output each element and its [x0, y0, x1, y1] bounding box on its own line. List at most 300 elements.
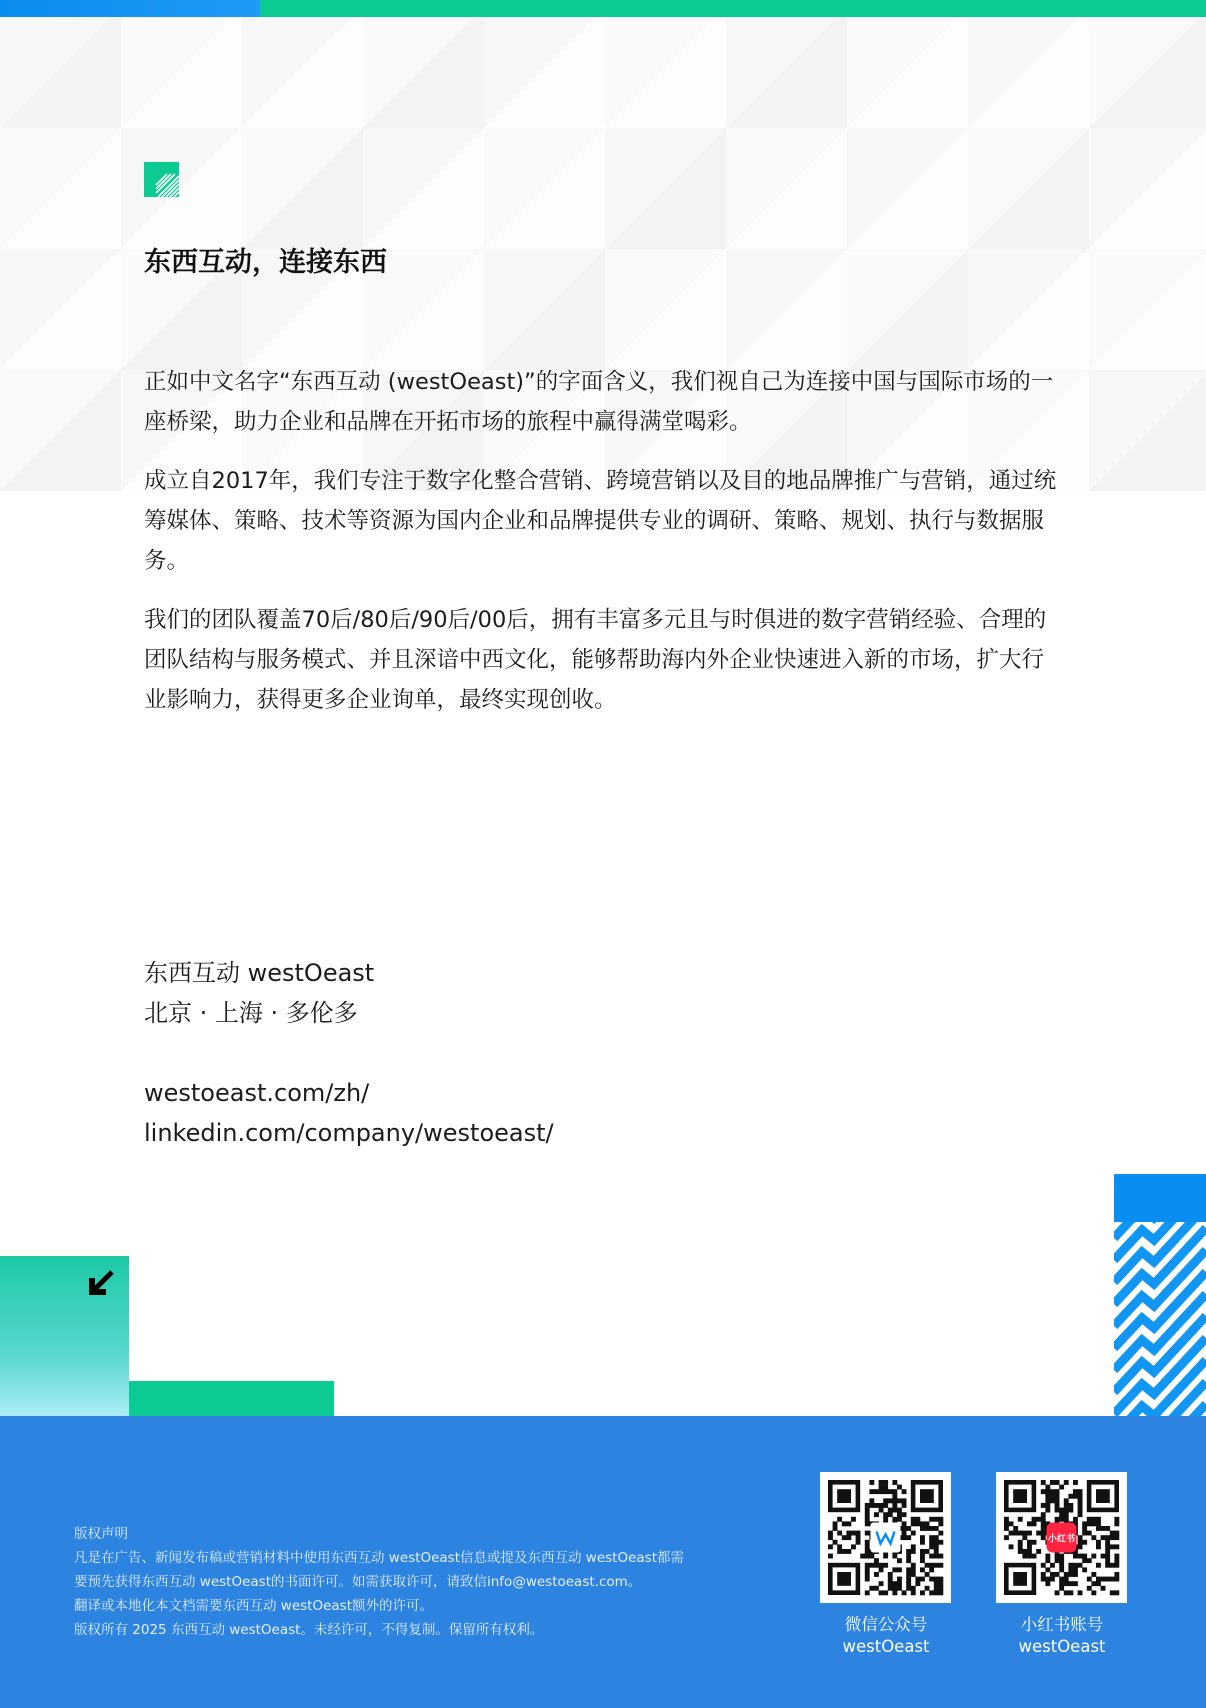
qr-module	[1105, 1526, 1110, 1531]
qr-module	[874, 1489, 879, 1494]
qr-module	[906, 1526, 911, 1531]
qr-module	[1064, 1512, 1069, 1517]
qr-module	[1041, 1517, 1046, 1522]
qr-module	[920, 1535, 925, 1540]
qr-module	[833, 1521, 838, 1526]
qr-module	[869, 1503, 874, 1508]
qr-module	[1114, 1554, 1119, 1559]
qr-module	[906, 1567, 911, 1572]
qr-module	[879, 1485, 884, 1490]
qr-module	[888, 1489, 893, 1494]
qr-module	[883, 1563, 888, 1568]
qr-module	[1045, 1508, 1050, 1513]
qr-module	[897, 1558, 902, 1563]
linkedin-link[interactable]: linkedin.com/company/westoeast/	[144, 1119, 554, 1147]
qr-module	[1045, 1567, 1050, 1572]
qr-module	[1013, 1531, 1018, 1536]
qr-module	[906, 1549, 911, 1554]
qr-module	[1013, 1526, 1018, 1531]
qr-module	[1050, 1494, 1055, 1499]
qr-module	[1041, 1521, 1046, 1526]
qr-module	[1041, 1489, 1046, 1494]
qr-module	[1114, 1544, 1119, 1549]
qr-label: 微信公众号	[844, 1615, 928, 1634]
qr-module	[1055, 1558, 1060, 1563]
qr-module	[1073, 1489, 1078, 1494]
qr-module	[1064, 1517, 1069, 1522]
qr-module	[1105, 1549, 1110, 1554]
qr-module	[869, 1563, 874, 1568]
qr-module	[920, 1521, 925, 1526]
qr-module	[1055, 1480, 1060, 1485]
qr-module	[865, 1554, 870, 1559]
qr-module	[828, 1554, 833, 1559]
qr-module	[837, 1531, 842, 1536]
qr-module	[1059, 1581, 1064, 1586]
qr-module	[911, 1544, 916, 1549]
qr-module	[892, 1590, 897, 1595]
qr-module	[925, 1586, 930, 1591]
qr-module	[897, 1508, 902, 1513]
qr-module	[934, 1544, 939, 1549]
qr-module	[1105, 1558, 1110, 1563]
qr-module	[888, 1577, 893, 1582]
qr-module	[1068, 1590, 1073, 1595]
qr-module	[911, 1549, 916, 1554]
qr-module	[883, 1517, 888, 1522]
qr-module	[1096, 1540, 1101, 1545]
qr-module	[1055, 1508, 1060, 1513]
qr-module	[1059, 1554, 1064, 1559]
qr-module	[1004, 1535, 1009, 1540]
qr-module	[1082, 1558, 1087, 1563]
qr-module	[1041, 1480, 1046, 1485]
qr-module	[1082, 1567, 1087, 1572]
qr-module	[1055, 1489, 1060, 1494]
qr-module	[1050, 1577, 1055, 1582]
qr-module	[1091, 1572, 1096, 1577]
qr-module	[915, 1517, 920, 1522]
qr-module	[915, 1581, 920, 1586]
qr-module	[1032, 1521, 1037, 1526]
qr-module	[865, 1521, 870, 1526]
qr-module	[883, 1590, 888, 1595]
qr-module	[902, 1498, 907, 1503]
brand-mark-icon	[144, 162, 179, 197]
qr-module	[938, 1586, 943, 1591]
qr-module	[888, 1586, 893, 1591]
arrow-down-left-icon	[86, 1268, 116, 1298]
qr-module	[1045, 1498, 1050, 1503]
qr-module	[902, 1489, 907, 1494]
qr-module	[892, 1586, 897, 1591]
qr-module	[1091, 1521, 1096, 1526]
qr-module	[865, 1572, 870, 1577]
qr-module	[1022, 1531, 1027, 1536]
qr-module	[1027, 1531, 1032, 1536]
qr-module	[1087, 1586, 1092, 1591]
qr-module	[897, 1586, 902, 1591]
qr-module	[1059, 1485, 1064, 1490]
qr-module	[934, 1535, 939, 1540]
qr-module	[938, 1590, 943, 1595]
qr-account: westOeast	[842, 1637, 930, 1656]
qr-module	[1045, 1503, 1050, 1508]
qr-module	[1078, 1494, 1083, 1499]
qr-module	[1110, 1563, 1115, 1568]
qr-module	[1078, 1508, 1083, 1513]
qr-module	[1110, 1535, 1115, 1540]
qr-module	[1027, 1544, 1032, 1549]
qr-module	[925, 1549, 930, 1554]
xiaohongshu-qr-caption	[982, 1614, 1142, 1658]
qr-module	[892, 1503, 897, 1508]
top-accent-bar	[0, 0, 1206, 17]
qr-module	[1036, 1549, 1041, 1554]
qr-module	[1009, 1544, 1014, 1549]
qr-module	[1055, 1517, 1060, 1522]
qr-module	[851, 1517, 856, 1522]
qr-module	[929, 1535, 934, 1540]
qr-module	[1059, 1567, 1064, 1572]
qr-module	[869, 1480, 874, 1485]
qr-module	[828, 1544, 833, 1549]
qr-module	[1045, 1577, 1050, 1582]
qr-module	[1059, 1558, 1064, 1563]
qr-module	[1059, 1577, 1064, 1582]
qr-module	[902, 1535, 907, 1540]
qr-module	[1082, 1554, 1087, 1559]
qr-module	[865, 1590, 870, 1595]
qr-module	[1105, 1540, 1110, 1545]
qr-module	[892, 1489, 897, 1494]
qr-module	[1078, 1554, 1083, 1559]
qr-module	[1027, 1521, 1032, 1526]
qr-module	[856, 1531, 861, 1536]
qr-module	[920, 1590, 925, 1595]
qr-module	[874, 1563, 879, 1568]
qr-module	[865, 1567, 870, 1572]
qr-module	[1114, 1572, 1119, 1577]
qr-module	[1041, 1535, 1046, 1540]
qr-label: 小红书账号	[1020, 1615, 1104, 1634]
qr-module	[833, 1526, 838, 1531]
qr-module	[1105, 1577, 1110, 1582]
qr-module	[842, 1549, 847, 1554]
qr-module	[1018, 1549, 1023, 1554]
qr-module	[911, 1563, 916, 1568]
qr-module	[906, 1535, 911, 1540]
qr-module	[1045, 1581, 1050, 1586]
qr-module	[869, 1498, 874, 1503]
qr-module	[934, 1517, 939, 1522]
qr-module	[1041, 1531, 1046, 1536]
qr-module	[1059, 1586, 1064, 1591]
qr-module	[879, 1563, 884, 1568]
qr-module	[902, 1521, 907, 1526]
qr-module	[1064, 1508, 1069, 1513]
qr-module	[906, 1586, 911, 1591]
qr-module	[1027, 1540, 1032, 1545]
qr-module	[925, 1572, 930, 1577]
qr-module	[1055, 1494, 1060, 1499]
qr-module	[1018, 1544, 1023, 1549]
qr-module	[869, 1554, 874, 1559]
qr-module	[1105, 1554, 1110, 1559]
qr-module	[828, 1535, 833, 1540]
qr-module	[1050, 1480, 1055, 1485]
xiaohongshu-qr-code	[996, 1472, 1127, 1603]
qr-module	[1064, 1572, 1069, 1577]
qr-account: westOeast	[1018, 1637, 1106, 1656]
qr-module	[929, 1554, 934, 1559]
qr-module	[874, 1512, 879, 1517]
qr-module	[1073, 1567, 1078, 1572]
qr-module	[1114, 1521, 1119, 1526]
qr-module	[1064, 1498, 1069, 1503]
qr-module	[1078, 1503, 1083, 1508]
qr-module	[1064, 1503, 1069, 1508]
qr-module	[1041, 1526, 1046, 1531]
wechat-qr-code	[820, 1472, 951, 1603]
qr-module	[902, 1503, 907, 1508]
qr-module	[865, 1549, 870, 1554]
qr-module	[1018, 1531, 1023, 1536]
qr-module	[934, 1549, 939, 1554]
qr-module	[902, 1512, 907, 1517]
qr-module	[906, 1572, 911, 1577]
qr-module	[1078, 1544, 1083, 1549]
qr-module	[883, 1554, 888, 1559]
qr-module	[1091, 1535, 1096, 1540]
qr-module	[828, 1531, 833, 1536]
qr-module	[929, 1544, 934, 1549]
qr-module	[1050, 1498, 1055, 1503]
qr-module	[938, 1521, 943, 1526]
qr-module	[1041, 1512, 1046, 1517]
qr-module	[1041, 1503, 1046, 1508]
qr-module	[920, 1526, 925, 1531]
qr-module	[1105, 1563, 1110, 1568]
qr-module	[929, 1540, 934, 1545]
qr-module	[1004, 1526, 1009, 1531]
qr-module	[934, 1586, 939, 1591]
qr-module	[1073, 1563, 1078, 1568]
copyright-line: 要预先获得东西互动 westOeast的书面许可。如需获取许可，请致信info@westoeast.com。	[74, 1574, 642, 1590]
qr-module	[1078, 1489, 1083, 1494]
qr-module	[879, 1508, 884, 1513]
qr-module	[920, 1558, 925, 1563]
qr-module	[856, 1540, 861, 1545]
page-title: 东西互动，连接东西	[144, 247, 387, 278]
qr-module	[934, 1526, 939, 1531]
qr-module	[883, 1503, 888, 1508]
qr-module	[1064, 1577, 1069, 1582]
qr-module	[1059, 1563, 1064, 1568]
qr-module	[1101, 1526, 1106, 1531]
qr-module	[1055, 1554, 1060, 1559]
qr-module	[938, 1581, 943, 1586]
qr-module	[1082, 1531, 1087, 1536]
qr-module	[1009, 1531, 1014, 1536]
qr-module	[883, 1489, 888, 1494]
qr-module	[1091, 1554, 1096, 1559]
qr-module	[1027, 1554, 1032, 1559]
qr-module	[865, 1531, 870, 1536]
qr-module	[934, 1554, 939, 1559]
qr-module	[1022, 1554, 1027, 1559]
qr-module	[1064, 1581, 1069, 1586]
qr-finder-center	[837, 1572, 851, 1586]
qr-module	[1004, 1517, 1009, 1522]
copyright-notice	[74, 1522, 684, 1642]
qr-module	[1004, 1521, 1009, 1526]
qr-module	[883, 1498, 888, 1503]
qr-module	[1045, 1494, 1050, 1499]
qr-module	[1096, 1563, 1101, 1568]
qr-module	[1101, 1554, 1106, 1559]
qr-module	[1110, 1531, 1115, 1536]
qr-module	[1073, 1494, 1078, 1499]
qr-module	[1110, 1590, 1115, 1595]
qr-module	[1059, 1508, 1064, 1513]
qr-module	[1045, 1489, 1050, 1494]
qr-module	[888, 1581, 893, 1586]
qr-module	[1101, 1586, 1106, 1591]
qr-module	[1009, 1521, 1014, 1526]
qr-module	[1110, 1577, 1115, 1582]
qr-module	[1045, 1485, 1050, 1490]
qr-module	[1114, 1590, 1119, 1595]
qr-module	[1068, 1494, 1073, 1499]
qr-module	[911, 1572, 916, 1577]
qr-module	[902, 1590, 907, 1595]
intro-body	[144, 362, 1064, 739]
qr-module	[1096, 1526, 1101, 1531]
copyright-line: 翻译或本地化本文档需要东西互动 westOeast额外的许可。	[74, 1598, 433, 1614]
qr-module	[833, 1540, 838, 1545]
qr-module	[892, 1494, 897, 1499]
qr-module	[879, 1480, 884, 1485]
qr-module	[897, 1512, 902, 1517]
qr-module	[1114, 1558, 1119, 1563]
qr-module	[860, 1554, 865, 1559]
qr-module	[879, 1503, 884, 1508]
qr-module	[879, 1489, 884, 1494]
qr-module	[897, 1517, 902, 1522]
qr-module	[1087, 1531, 1092, 1536]
qr-module	[920, 1540, 925, 1545]
qr-module	[1022, 1549, 1027, 1554]
qr-module	[1110, 1544, 1115, 1549]
qr-module	[938, 1563, 943, 1568]
qr-module	[897, 1581, 902, 1586]
qr-module	[1073, 1517, 1078, 1522]
qr-module	[1032, 1517, 1037, 1522]
qr-module	[888, 1572, 893, 1577]
qr-module	[851, 1531, 856, 1536]
office-cities: 北京 · 上海 · 多伦多	[144, 999, 358, 1027]
qr-module	[1050, 1489, 1055, 1494]
intro-paragraph: 正如中文名字“东西互动 (westOeast)”的字面含义，我们视自己为连接中国与国际市场的一座桥梁，助力企业和品牌在开拓市场的旅程中赢得满堂喝彩。	[144, 369, 1054, 435]
qr-module	[1068, 1503, 1073, 1508]
qr-module	[1078, 1535, 1083, 1540]
qr-module	[1091, 1581, 1096, 1586]
qr-module	[1096, 1577, 1101, 1582]
qr-module	[1055, 1503, 1060, 1508]
qr-module	[934, 1590, 939, 1595]
links-block	[144, 1073, 554, 1153]
qr-module	[1068, 1572, 1073, 1577]
qr-module	[1078, 1590, 1083, 1595]
qr-module	[888, 1498, 893, 1503]
qr-module	[1041, 1577, 1046, 1582]
qr-finder-center	[920, 1489, 934, 1503]
qr-module	[1041, 1572, 1046, 1577]
qr-module	[906, 1581, 911, 1586]
qr-module	[1064, 1480, 1069, 1485]
qr-module	[897, 1498, 902, 1503]
qr-module	[1073, 1554, 1078, 1559]
qr-module	[920, 1549, 925, 1554]
qr-module	[1055, 1590, 1060, 1595]
qr-module	[1032, 1554, 1037, 1559]
qr-module	[906, 1554, 911, 1559]
qr-module	[883, 1485, 888, 1490]
qr-module	[892, 1554, 897, 1559]
qr-module	[1059, 1517, 1064, 1522]
qr-module	[1068, 1581, 1073, 1586]
qr-module	[1096, 1544, 1101, 1549]
qr-module	[911, 1531, 916, 1536]
qr-module	[892, 1581, 897, 1586]
qr-module	[1114, 1517, 1119, 1522]
qr-module	[1114, 1577, 1119, 1582]
qr-module	[1059, 1512, 1064, 1517]
qr-module	[888, 1508, 893, 1513]
qr-module	[1045, 1554, 1050, 1559]
qr-module	[1041, 1563, 1046, 1568]
qr-module	[1032, 1540, 1037, 1545]
qr-module	[1078, 1498, 1083, 1503]
qr-module	[1073, 1581, 1078, 1586]
qr-module	[925, 1526, 930, 1531]
qr-module	[920, 1567, 925, 1572]
qr-module	[1091, 1517, 1096, 1522]
website-link[interactable]: westoeast.com/zh/	[144, 1079, 370, 1107]
copyright-line: 凡是在广告、新闻发布稿或营销材料中使用东西互动 westOeast信息或提及东西互动 westOeast都需	[74, 1550, 684, 1566]
qr-module	[865, 1517, 870, 1522]
qr-module	[1078, 1540, 1083, 1545]
qr-module	[1018, 1517, 1023, 1522]
qr-module	[1087, 1521, 1092, 1526]
qr-finder-center	[1096, 1489, 1110, 1503]
qr-module	[874, 1572, 879, 1577]
intro-paragraph: 我们的团队覆盖70后/80后/90后/00后，拥有丰富多元且与时俱进的数字营销经验、合理的团队结构与服务模式、并且深谙中西文化，能够帮助海内外企业快速进入新的市场，扩大行业影响力，获得更多企业询单，最终实现创收。	[144, 607, 1047, 713]
qr-module	[1105, 1535, 1110, 1540]
qr-module	[915, 1521, 920, 1526]
qr-module	[1055, 1572, 1060, 1577]
qr-module	[1114, 1535, 1119, 1540]
qr-module	[1096, 1521, 1101, 1526]
qr-module	[1068, 1563, 1073, 1568]
qr-module	[888, 1512, 893, 1517]
qr-module	[892, 1517, 897, 1522]
qr-module	[883, 1512, 888, 1517]
qr-module	[897, 1567, 902, 1572]
qr-module	[1068, 1567, 1073, 1572]
qr-module	[1091, 1590, 1096, 1595]
